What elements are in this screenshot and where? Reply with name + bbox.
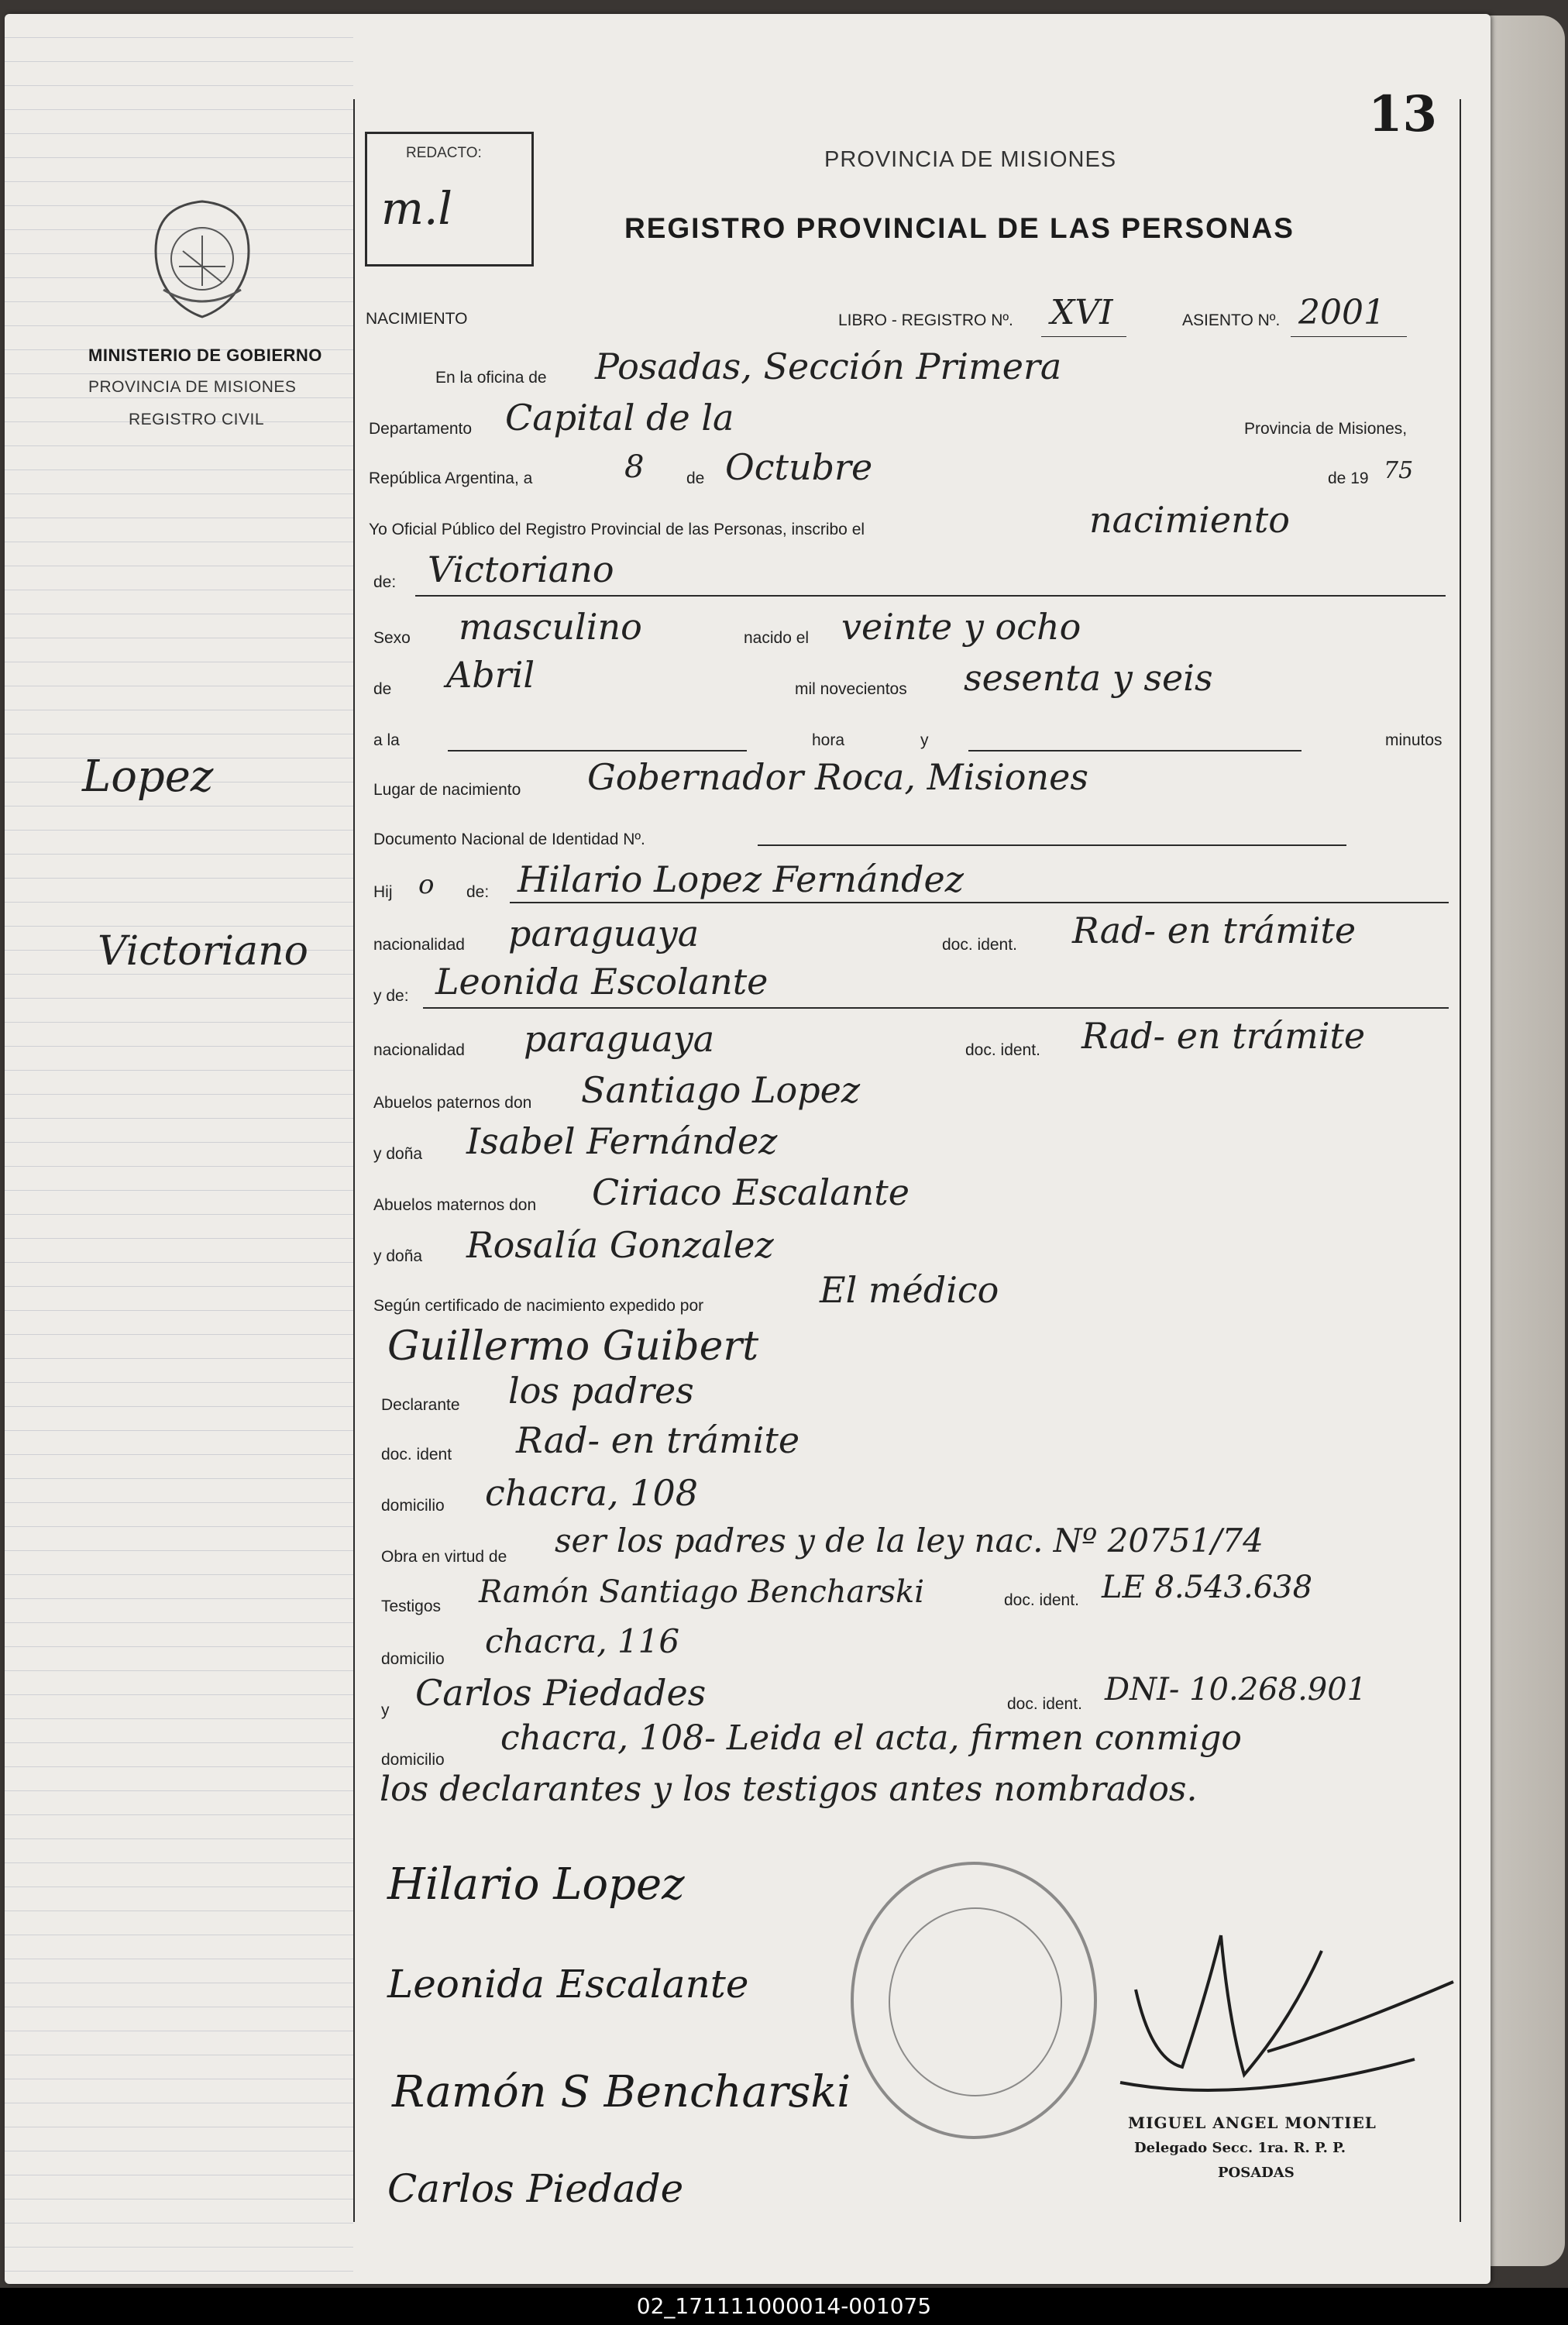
oficina-value: Posadas, Sección Primera [595,346,1062,387]
hora-label: hora [812,731,845,749]
official-signature-icon [1089,1904,1477,2106]
doc-decl-value: Rad- en trámite [516,1419,800,1461]
registry-title: REGISTRO PROVINCIAL DE LAS PERSONAS [624,212,1295,244]
doc-test1-value: LE 8.543.638 [1102,1570,1313,1605]
nombre-line [415,595,1446,597]
registry-stamp [851,1862,1097,2139]
form-left-rule [353,99,355,2222]
libro-line [1041,336,1126,337]
signature-leonida: Leonida Escalante [387,1962,749,2007]
provincial-crest-icon [148,197,256,321]
mes-value: Octubre [725,446,873,488]
y-de-label: y de: [373,987,409,1005]
domicilio1-label: domicilio [381,1497,445,1515]
declarante-value: los padres [508,1370,694,1412]
file-id-footer: 02_171111000014-001075 [0,2288,1568,2325]
nac-padre-value: paraguaya [508,913,700,954]
mes-nac-value: Abril [446,654,535,696]
segun-label: Según certificado de nacimiento expedido por [373,1297,704,1315]
tipo-value: nacimiento [1089,499,1290,541]
lugar-label: Lugar de nacimiento [373,781,521,799]
dni-line [758,844,1346,846]
obra-value: ser los padres y de la ley nac. Nº 20751/74 [555,1522,1264,1560]
departamento-label: Departamento [369,420,473,438]
asiento-label: ASIENTO Nº. [1182,311,1281,329]
margin-given-name: Victoriano [98,928,308,975]
abuelo-pat-value: Santiago Lopez [581,1069,861,1111]
official-role: Delegado Secc. 1ra. R. P. P. [1134,2140,1346,2156]
anio-nac-value: sesenta y seis [964,657,1213,699]
padre-line [510,902,1449,903]
nac-madre-value: paraguaya [524,1018,715,1060]
abuelos-pat-label: Abuelos paternos don [373,1094,532,1112]
testigos-label: Testigos [381,1598,442,1615]
testigo1-value: Ramón Santiago Bencharski [479,1574,925,1610]
margin-surname: Lopez [82,751,214,802]
doc1-label: doc. ident. [942,936,1017,954]
a-la-line [448,750,747,751]
asiento-value: 2001 [1298,293,1385,332]
lugar-value: Gobernador Roca, Misiones [587,756,1088,798]
yo-oficial-label: Yo Oficial Público del Registro Provincial de las Personas, inscribo el [369,521,865,538]
abuela-mat-value: Rosalía Gonzalez [466,1224,774,1266]
declarante-label: Declarante [381,1396,460,1414]
nacido-label: nacido el [744,629,810,647]
abuelo-mat-value: Ciriaco Escalante [592,1171,910,1213]
left-margin [5,14,353,2284]
doc2-label: doc. ident. [965,1041,1040,1059]
province-header: PROVINCIA DE MISIONES [824,147,1117,172]
domicilio3b-value: los declarantes y los testigos antes nombrados. [380,1770,1198,1809]
sexo-value: masculino [459,606,642,648]
document-page [5,14,1491,2284]
page-number: 13 [1368,85,1438,143]
nacido-value: veinte y ocho [841,606,1081,648]
nacimiento-label: NACIMIENTO [366,310,468,328]
domicilio3-label: domicilio [381,1751,445,1769]
de-mes-label: de [686,469,705,487]
domicilio2-label: domicilio [381,1650,445,1668]
signature-hilario: Hilario Lopez [387,1859,685,1910]
doc-madre-value: Rad- en trámite [1081,1015,1366,1057]
padre-value: Hilario Lopez Fernández [518,858,964,900]
official-city: POSADAS [1218,2165,1295,2181]
sexo-label: Sexo [373,629,411,647]
de-anio-label: de 19 [1328,469,1369,487]
doc-ident4-label: doc. ident. [1004,1591,1079,1609]
mil-label: mil novecientos [795,680,907,698]
hijo-de-label: de: [466,883,490,901]
asiento-line [1291,336,1407,337]
nacionalidad1-label: nacionalidad [373,936,465,954]
hijo-suffix: o [418,869,435,900]
y2-label: y [381,1701,390,1719]
y-label: y [920,731,929,749]
minutos-line [968,750,1302,751]
domicilio3a-value: chacra, 108- Leida el acta, firmen conmigo [500,1718,1242,1758]
libro-value: XVI [1050,293,1113,332]
hijo-label: Hij [373,883,393,901]
doc-ident5-label: doc. ident. [1007,1695,1082,1713]
oficina-label: En la oficina de [435,369,547,387]
stamp-inner-ring [889,1907,1062,2096]
doc-padre-value: Rad- en trámite [1072,910,1357,951]
redacto-box [365,132,534,267]
official-name: MIGUEL ANGEL MONTIEL [1128,2113,1377,2132]
libro-label: LIBRO - REGISTRO Nº. [838,311,1013,329]
domicilio2-value: chacra, 116 [485,1622,680,1660]
abuela-pat-value: Isabel Fernández [466,1120,778,1162]
registry-label: REGISTRO CIVIL [129,411,265,428]
republica-label: República Argentina, a [369,469,533,487]
provincia-label: Provincia de Misiones, [1244,420,1408,438]
redacto-initials: m.l [381,182,452,235]
medico-value: Guillermo Guibert [387,1323,759,1370]
y-dona2-label: y doña [373,1247,423,1265]
obra-label: Obra en virtud de [381,1548,507,1566]
dia-value: 8 [624,449,645,485]
madre-line [423,1007,1449,1009]
signature-carlos: Carlos Piedade [387,2166,684,2211]
doc-ident3-label: doc. ident [381,1446,452,1463]
anio-value: 75 [1384,457,1414,484]
de-abril-label: de [373,680,392,698]
doc-test2-value: DNI- 10.268.901 [1105,1672,1367,1708]
a-la-label: a la [373,731,400,749]
nombre-value: Victoriano [428,549,614,590]
domicilio1-value: chacra, 108 [485,1472,699,1514]
dni-label: Documento Nacional de Identidad Nº. [373,831,645,848]
form-right-rule [1460,99,1461,2222]
signature-ramon: Ramón S Bencharski [392,2067,851,2117]
de-nombre-label: de: [373,573,397,591]
minutos-label: minutos [1385,731,1442,749]
province-label: PROVINCIA DE MISIONES [88,378,297,396]
departamento-value: Capital de la [505,397,734,439]
nacionalidad2-label: nacionalidad [373,1041,465,1059]
testigo2-value: Carlos Piedades [415,1672,707,1714]
abuelos-mat-label: Abuelos maternos don [373,1196,537,1214]
certificado-value: El médico [820,1269,999,1311]
ministry-label: MINISTERIO DE GOBIERNO [88,346,322,365]
madre-value: Leonida Escolante [435,961,769,1003]
redacto-label: REDACTO: [406,145,482,161]
y-dona1-label: y doña [373,1145,423,1163]
